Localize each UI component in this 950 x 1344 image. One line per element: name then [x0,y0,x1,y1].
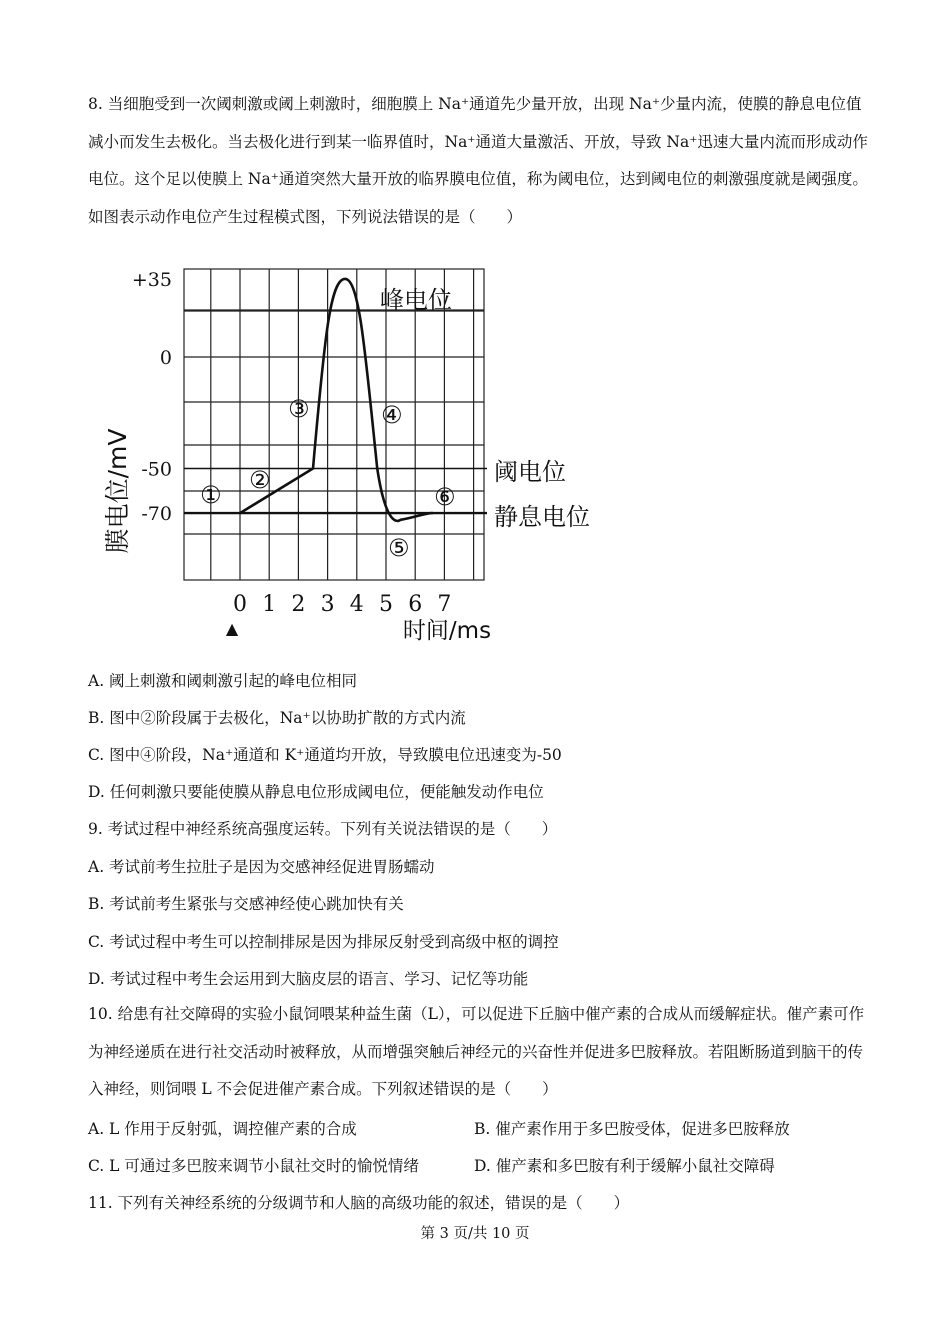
stage-3-label: ③ [288,395,310,423]
question-9-stem: 9. 考试过程中神经系统高强度运转。下列有关说法错误的是（ ） [88,820,558,838]
y-axis-label: 膜电位/mV [103,428,132,554]
peak-label: 峰电位 [380,286,452,314]
x-tick-label: 4 [349,592,364,617]
question-8-stem: 8. 当细胞受到一次阈刺激或阈上刺激时，细胞膜上 Na⁺通道先少量开放，出现 Na⁺少量内流，使膜的静息电位值减小而发生去极化。当去极化进行到某一临界值时，Na⁺通道大量激活、开放，导致 Na⁺迅速大量内流而形成动作电位。这个足以使膜上 Na⁺通道突然大量开放的临界膜电位值，称为阈电位，达到阈电位的刺激强度就是阈强度。如图表示动作电位产生过程模式图，下列说法错误的是（ ） [88,95,868,226]
question-10-stem: 10. 给患有社交障碍的实验小鼠饲喂某种益生菌（L），可以促进下丘脑中催产素的合成从而缓解症状。催产素可作为神经递质在进行社交活动时被释放，从而增强突触后神经元的兴奋性并促进多巴胺释放。若阻断肠道到脑干的传入神经，则饲喂 L 不会促进催产素合成。下列叙述错误的是（ ） [88,1005,865,1098]
threshold-label: 阈电位 [494,458,566,486]
q9-option-b: B. 考试前考生紧张与交感神经使心跳加快有关 [88,895,404,913]
stage-2-label: ② [249,466,271,494]
resting-label: 静息电位 [494,503,590,531]
action-potential-chart [92,255,632,650]
q9-option-c: C. 考试过程中考生可以控制排尿是因为排尿反射受到高级中枢的调控 [88,933,559,951]
y-tick-label: -50 [141,458,172,481]
x-tick-label: 7 [437,592,452,617]
question-11-stem: 11. 下列有关神经系统的分级调节和人脑的高级功能的叙述，错误的是（ ） [88,1194,630,1212]
q10-option-b: B. 催产素作用于多巴胺受体，促进多巴胺释放 [474,1120,790,1138]
x-tick-label: 3 [320,592,335,617]
q8-option-d: D. 任何刺激只要能使膜从静息电位形成阈电位，便能触发动作电位 [88,783,544,801]
x-tick-label: 2 [291,592,306,617]
plot-frame [184,269,484,580]
stage-6-label: ⑥ [434,483,456,511]
stimulus-marker-icon: ▲ [225,619,239,638]
page-footer: 第 3 页/共 10 页 [420,1226,530,1242]
x-tick-label: 5 [379,592,393,617]
q8-option-b: B. 图中②阶段属于去极化，Na⁺以协助扩散的方式内流 [88,709,466,727]
stage-4-label: ④ [381,401,403,429]
y-tick-label: +35 [131,268,172,291]
x-tick-label: 0 [233,592,247,617]
y-tick-label: -70 [141,503,172,526]
stage-5-label: ⑤ [388,534,410,562]
x-tick-label: 1 [262,592,277,617]
q8-option-a: A. 阈上刺激和阈刺激引起的峰电位相同 [88,672,358,690]
stage-1-label: ① [200,481,222,509]
x-tick-label: 6 [408,592,423,617]
q9-option-d: D. 考试过程中考生会运用到大脑皮层的语言、学习、记忆等功能 [88,970,529,988]
x-axis-label: 时间/ms [402,618,492,644]
q10-option-d: D. 催产素和多巴胺有利于缓解小鼠社交障碍 [474,1157,775,1175]
q9-option-a: A. 考试前考生拉肚子是因为交感神经促进胃肠蠕动 [88,858,435,876]
y-tick-label: 0 [159,347,172,369]
chart-grid [184,269,484,580]
q10-option-a: A. L 作用于反射弧，调控催产素的合成 [88,1120,357,1138]
q8-option-c: C. 图中④阶段，Na⁺通道和 K⁺通道均开放，导致膜电位迅速变为-50 [88,746,562,764]
q10-option-c: C. L 可通过多巴胺来调节小鼠社交时的愉悦情绪 [88,1157,419,1175]
